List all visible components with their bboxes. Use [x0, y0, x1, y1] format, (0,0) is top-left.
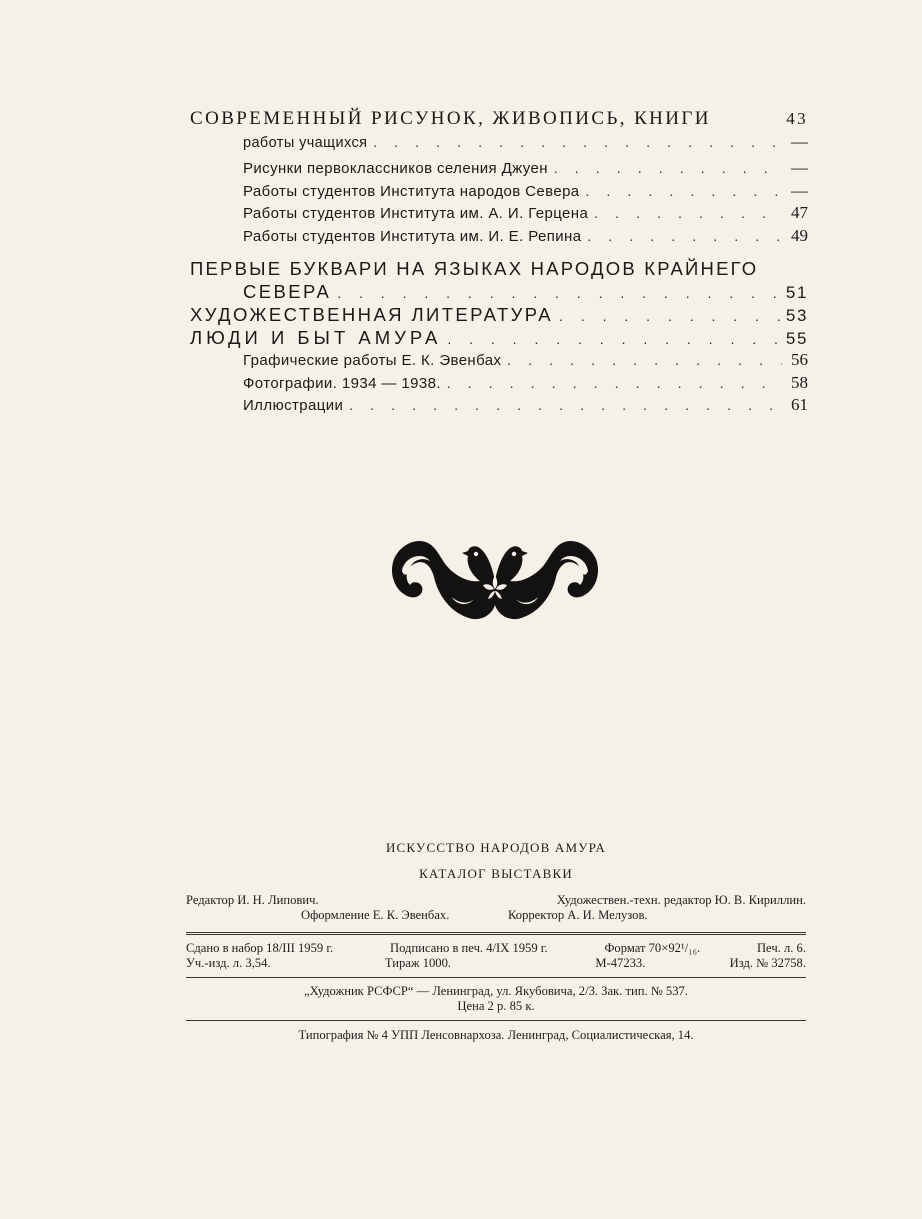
- leader-dots: [554, 162, 782, 178]
- toc-entry: [190, 373, 808, 396]
- toc-entry: [190, 304, 808, 327]
- toc-entry: [190, 350, 808, 373]
- m-code-text: М-47233.: [595, 956, 646, 970]
- toc-entry-label: СОВРЕМЕННЫЙ РИСУНОК, ЖИВОПИСЬ, КНИГИ: [190, 108, 711, 129]
- toc-entry-label: Рисунки первоклассников селения Джуен: [243, 160, 548, 177]
- design-credit: Оформление Е. К. Эвенбах.: [301, 908, 450, 922]
- toc-page-number: —: [791, 158, 808, 177]
- toc-entry: [190, 258, 808, 281]
- uch-text: Уч.-изд. л. 3,54.: [186, 956, 271, 970]
- divider: [186, 977, 806, 978]
- toc-page-number: 43: [786, 109, 808, 128]
- toc-entry-label: Фотографии. 1934 — 1938.: [243, 374, 441, 392]
- pech-text: Печ. л. 6.: [756, 941, 806, 955]
- toc-entry-label: Работы студентов Института народов Севера: [243, 182, 580, 200]
- toc-entry: [190, 132, 808, 158]
- toc-entry-label: ПЕРВЫЕ БУКВАРИ НА ЯЗЫКАХ НАРОДОВ КРАЙНЕГО: [190, 258, 759, 279]
- book-subtitle: КАТАЛОГ ВЫСТАВКИ: [419, 866, 573, 881]
- typography-line: Типография № 4 УПП Ленсовнархоза. Ленинград, Социалистическая, 14.: [298, 1028, 694, 1042]
- toc-entry: [190, 203, 808, 226]
- divider: [186, 1020, 806, 1021]
- print-details-row-1: [186, 941, 806, 956]
- credits: [186, 893, 806, 925]
- leader-dots: [349, 399, 782, 415]
- birds-ornament-icon: [388, 535, 602, 627]
- toc-page-number: —: [791, 180, 808, 200]
- editor-credit: Редактор И. Н. Липович.: [186, 893, 319, 907]
- format-text: Формат 70×92¹/₁₆.: [604, 941, 701, 955]
- leader-dots: [373, 136, 782, 152]
- publisher-line: „Художник РСФСР“ — Ленинград, ул. Якубовича, 2/3. Зак. тип. № 537.: [304, 984, 688, 998]
- toc-page-number: 61: [791, 395, 808, 414]
- leader-dots: [337, 285, 780, 301]
- toc-page-number: 49: [791, 225, 808, 245]
- book-title: ИСКУССТВО НАРОДОВ АМУРА: [385, 840, 607, 855]
- toc-entry-label: работы учащихся: [243, 135, 368, 151]
- toc-entry-label: ЛЮДИ И БЫТ АМУРА: [190, 327, 442, 348]
- toc-page-number: —: [791, 132, 808, 151]
- leader-dots: [507, 354, 782, 370]
- price-line: Цена 2 р. 85 к.: [457, 999, 535, 1013]
- leader-dots: [559, 308, 780, 324]
- table-of-contents: [190, 108, 808, 418]
- toc-page-number: 56: [791, 350, 808, 369]
- toc-entry: [190, 327, 808, 350]
- toc-page-number: 58: [791, 372, 808, 392]
- sdano-text: Сдано в набор 18/III 1959 г.: [186, 941, 334, 955]
- imprint-block: [186, 840, 806, 1043]
- toc-entry-label: Работы студентов Института им. И. Е. Репина: [243, 227, 582, 245]
- toc-entry-label: ХУДОЖЕСТВЕННАЯ ЛИТЕРАТУРА: [190, 304, 554, 325]
- toc-page-number: 55: [785, 329, 808, 348]
- toc-page-number: 53: [785, 306, 808, 325]
- toc-entry-label: Работы студентов Института им. А. И. Герцена: [243, 205, 589, 222]
- tirazh-text: Тираж 1000.: [384, 956, 452, 970]
- toc-page-number: 51: [785, 283, 808, 302]
- divider: [186, 932, 806, 935]
- tech-editor-credit: Художествен.-техн. редактор Ю. В. Кириллин.: [556, 893, 806, 907]
- toc-entry-label: СЕВЕРА: [243, 281, 332, 302]
- podpisano-text: Подписано в печ. 4/IX 1959 г.: [390, 941, 548, 955]
- toc-page-number: 47: [791, 203, 808, 222]
- toc-entry: [190, 108, 808, 132]
- leader-dots: [586, 185, 782, 201]
- toc-entry: [190, 281, 808, 304]
- toc-entry: [190, 395, 808, 418]
- corrector-credit: Корректор А. И. Мелузов.: [508, 908, 648, 922]
- leader-dots: [447, 331, 780, 347]
- leader-dots: [587, 230, 782, 246]
- toc-entry-label: Иллюстрации: [243, 397, 344, 414]
- toc-entry: [190, 181, 808, 204]
- leader-dots: [594, 207, 782, 223]
- izd-text: Изд. № 32758.: [729, 956, 806, 970]
- toc-entry-label: Графические работы Е. К. Эвенбах: [243, 352, 502, 369]
- print-details-row-2: [186, 956, 806, 971]
- leader-dots: [447, 377, 782, 393]
- toc-entry: [190, 226, 808, 249]
- toc-entry: [190, 158, 808, 181]
